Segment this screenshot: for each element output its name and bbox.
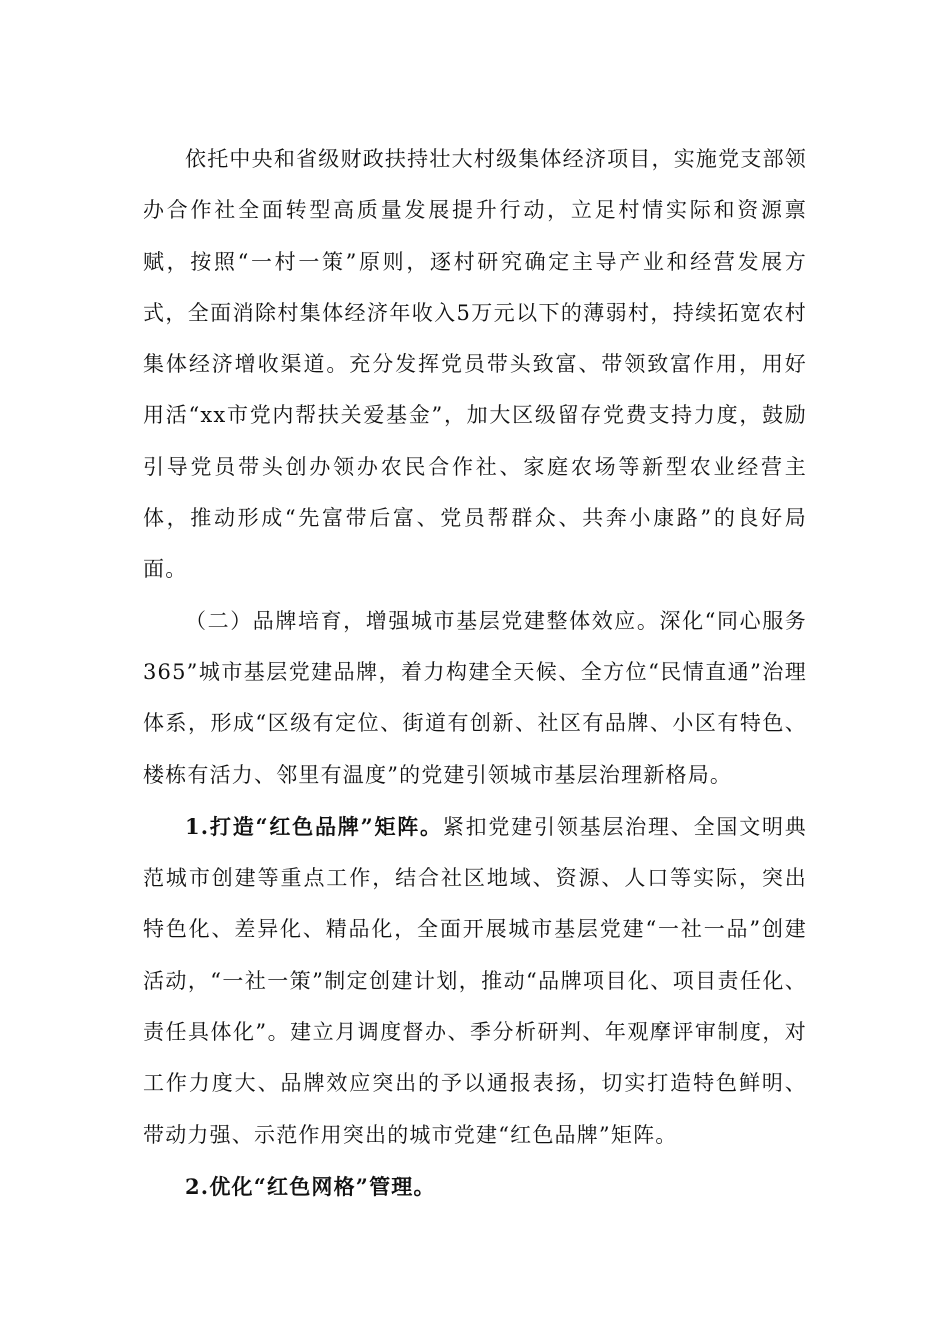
paragraph-collective-economy bbox=[143, 134, 807, 596]
section-heading: 2.优化“红色网格”管理。 bbox=[185, 1173, 436, 1199]
section-heading: 1.打造“红色品牌”矩阵。 bbox=[185, 813, 443, 839]
paragraph-brand-cultivation bbox=[143, 596, 807, 801]
paragraph-text: 紧扣党建引领基层治理、全国文明典范城市创建等重点工作，结合社区地域、资源、人口等实际，突出特色化、差异化、精品化，全面开展城市基层党建“一社一品”创建活动，“一社一策”制定创建计划，推动“品牌项目化、项目责任化、责任具体化”。建立月调度督办、季分析研判、年观摩评审制度，对工作力度大、品牌效应突出的予以通报表扬，切实打造特色鲜明、带动力强、示范作用突出的城市党建“红色品牌”矩阵。 bbox=[143, 814, 807, 1147]
paragraph-text: 依托中央和省级财政扶持壮大村级集体经济项目，实施党支部领办合作社全面转型高质量发展提升行动，立足村情实际和资源禀赋，按照“一村一策”原则，逐村研究确定主导产业和经营发展方式，全面消除村集体经济年收入5万元以下的薄弱村，持续拓宽农村集体经济增收渠道。充分发挥党员带头致富、带领致富作用，用好用活“xx市党内帮扶关爱基金”，加大区级留存党费支持力度，鼓励引导党员带头创办领办农民合作社、家庭农场等新型农业经营主体，推动形成“先富带后富、党员帮群众、共奔小康路”的良好局面。 bbox=[143, 147, 807, 582]
paragraph-red-brand-matrix bbox=[143, 801, 807, 1161]
document-body bbox=[143, 134, 807, 1213]
paragraph-red-grid-management bbox=[143, 1161, 807, 1213]
paragraph-text: （二）品牌培育，增强城市基层党建整体效应。深化“同心服务365”城市基层党建品牌，着力构建全天候、全方位“民情直通”治理体系，形成“区级有定位、街道有创新、社区有品牌、小区有特色、楼栋有活力、邻里有温度”的党建引领城市基层治理新格局。 bbox=[143, 608, 807, 787]
